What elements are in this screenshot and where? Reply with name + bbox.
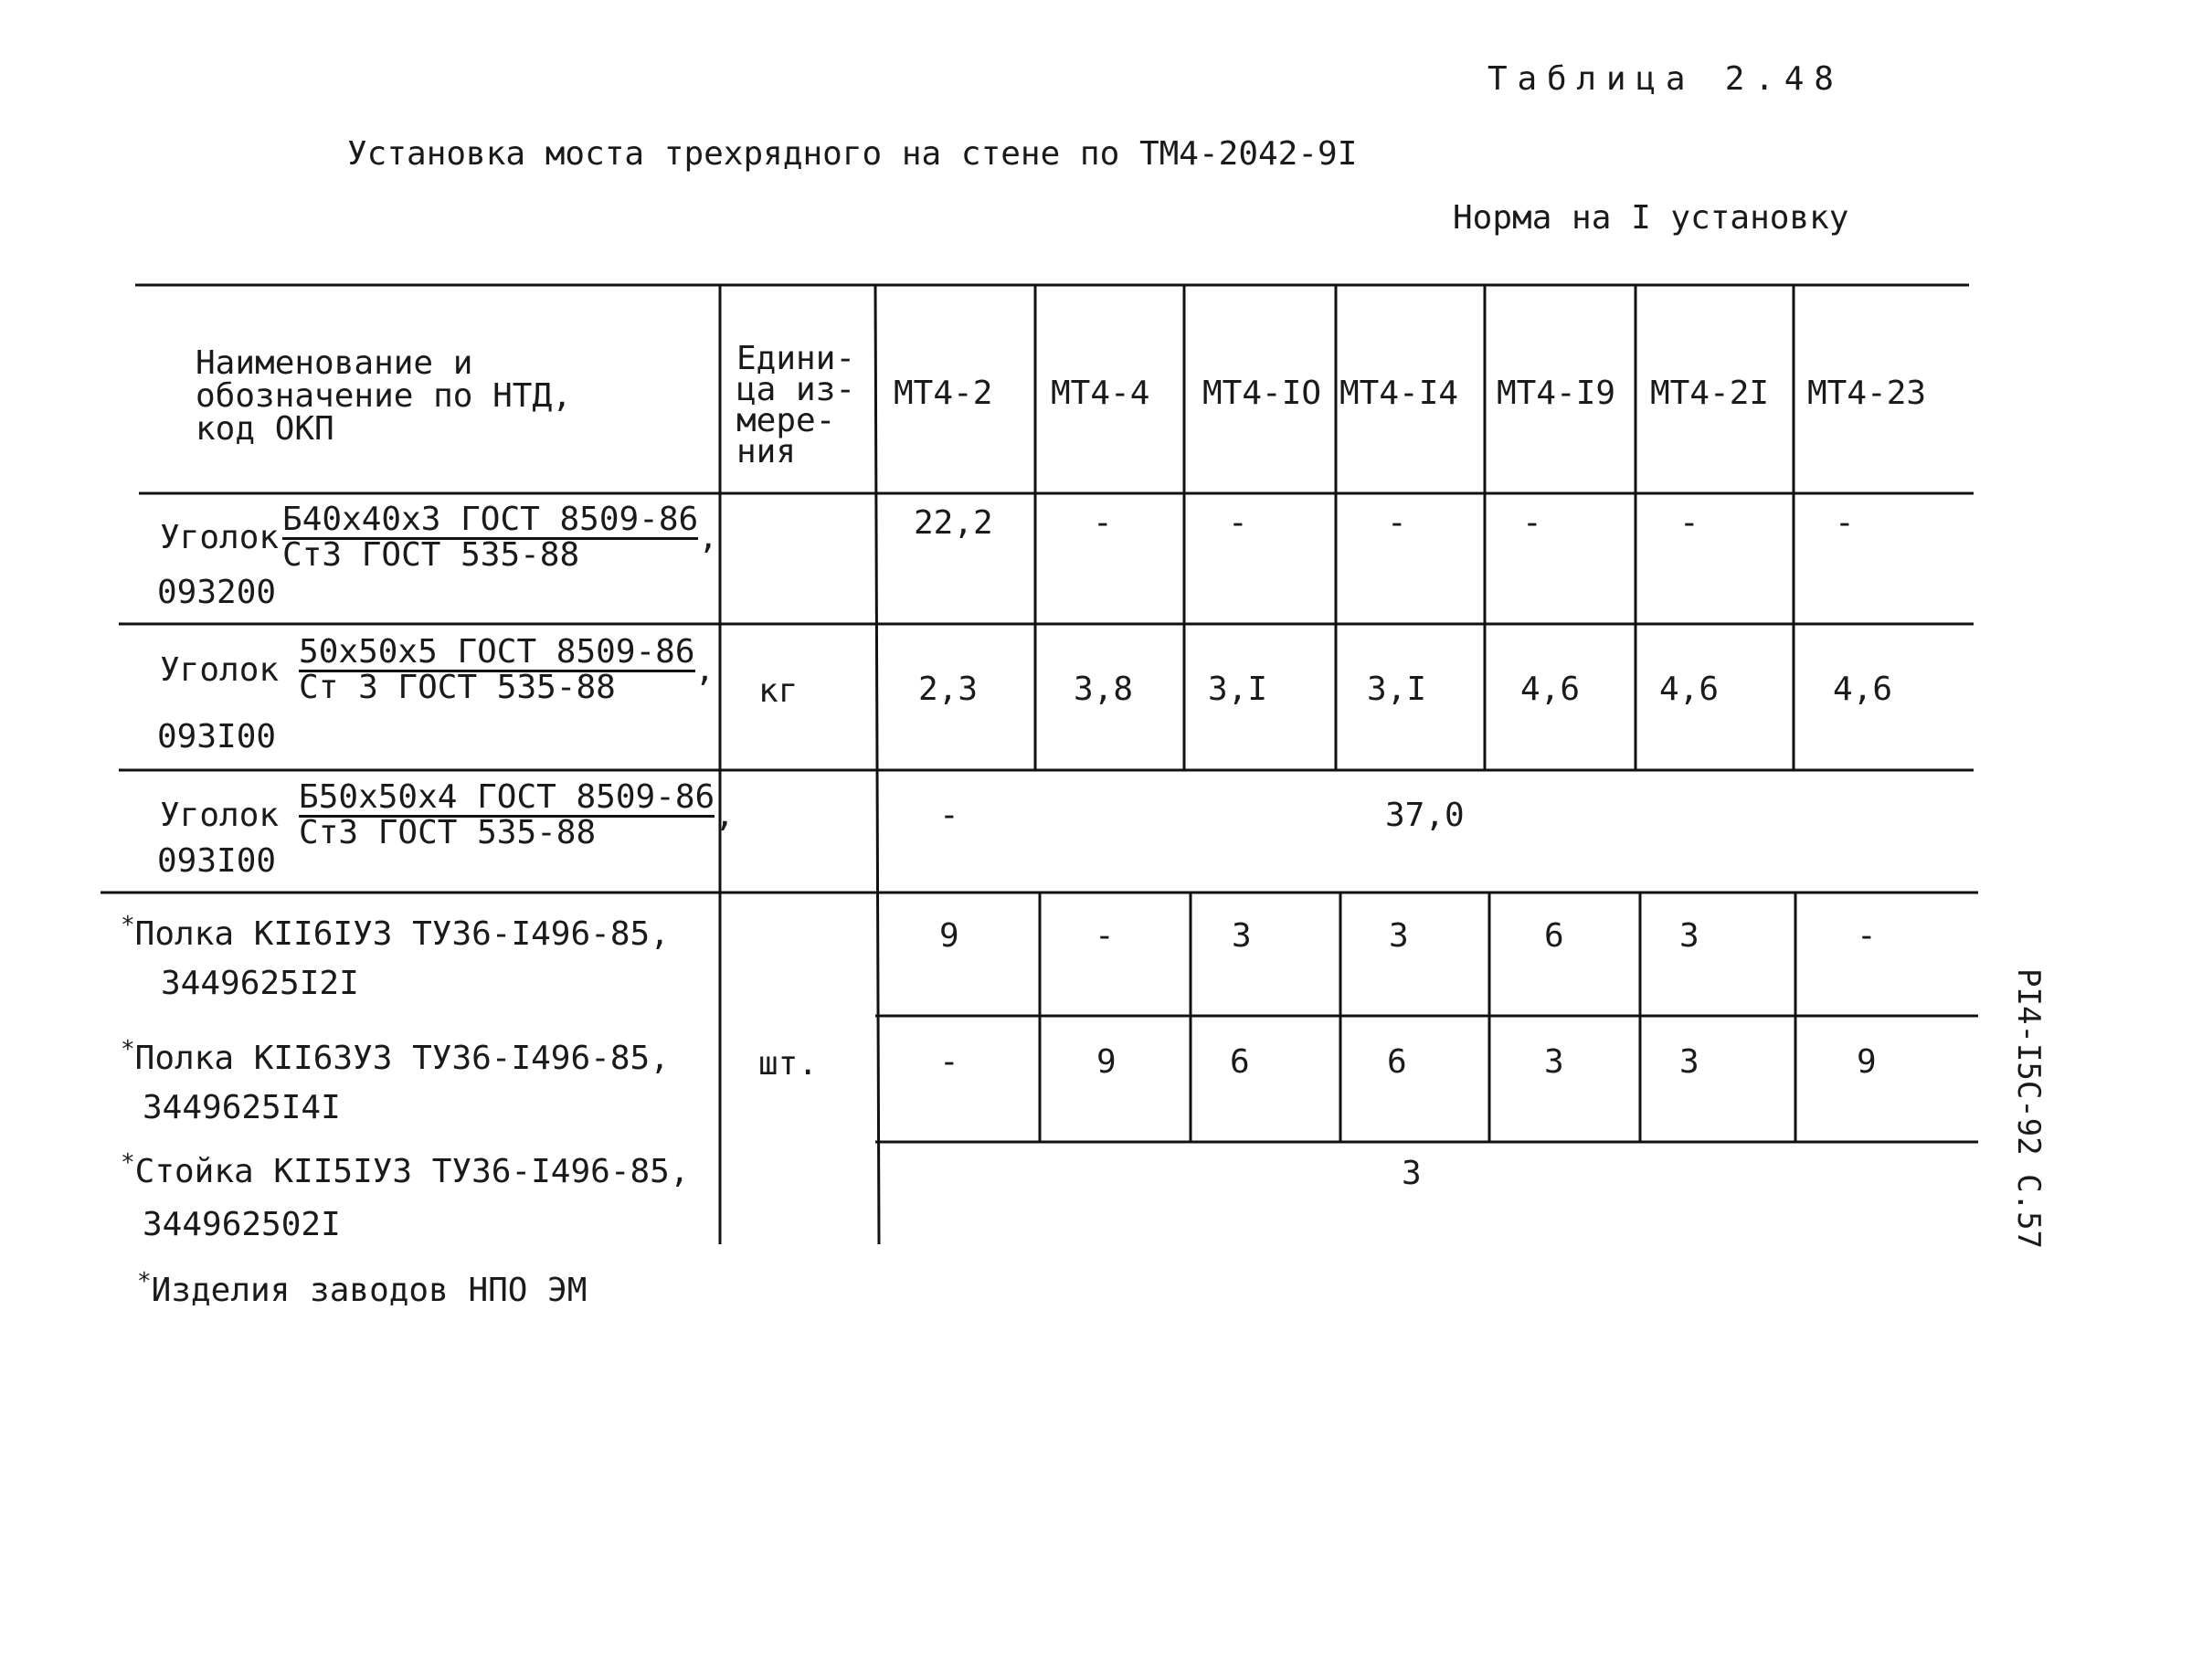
unit-kg: кг bbox=[758, 672, 799, 710]
table-caption: Таблица 2.48 bbox=[1487, 60, 1844, 98]
value-cell: - bbox=[1093, 504, 1113, 542]
value-cell: - bbox=[939, 1043, 959, 1081]
model-header: МТ4-23 bbox=[1807, 375, 1927, 412]
value-cell: - bbox=[1835, 504, 1855, 542]
material-name: Уголок $\frac{\text{Б50х50х4 ГОСТ 8509-86}}{\text{Ст3 ГОСТ 535-88}}$ , bbox=[160, 778, 735, 851]
value-cell: 3,I bbox=[1367, 671, 1427, 708]
value-cell: - bbox=[1228, 504, 1248, 542]
value-cell: 4,6 bbox=[1833, 671, 1893, 708]
okp-code: 093I00 bbox=[157, 718, 277, 755]
material-name: Уголок $\frac{\text{50х50х5 ГОСТ 8509-86}}{\text{Ст 3 ГОСТ 535-88}}$ , bbox=[160, 633, 715, 706]
value-cell: 9 bbox=[1096, 1043, 1117, 1081]
value-cell: 3 bbox=[1679, 1043, 1699, 1081]
value-cell: 22,2 bbox=[914, 504, 993, 542]
value-cell: 4,6 bbox=[1520, 671, 1581, 708]
value-cell: 3,8 bbox=[1074, 671, 1134, 708]
value-cell: - bbox=[939, 797, 959, 834]
value-cell: - bbox=[1387, 504, 1407, 542]
okp-code: 344962502I bbox=[143, 1206, 341, 1243]
value-cell: 3 bbox=[1679, 917, 1699, 955]
side-document-code: РI4-I5С-92 С.57 bbox=[2010, 968, 2047, 1250]
unit-column-header: Едини- ца из- мере- ния bbox=[736, 340, 856, 470]
okp-code: 093I00 bbox=[157, 842, 277, 880]
okp-code: 093200 bbox=[157, 574, 277, 611]
footnote: *Изделия заводов НПО ЭМ bbox=[137, 1268, 588, 1309]
value-cell: 2,3 bbox=[918, 671, 979, 708]
value-cell: - bbox=[1679, 504, 1699, 542]
product-name: *Полка КII6IУЗ ТУ36-I496-85, bbox=[121, 912, 670, 953]
document-title: Установка моста трехрядного на стене по ТМ4-2042-9I bbox=[347, 135, 1358, 173]
value-cell: - bbox=[1522, 504, 1542, 542]
model-header: МТ4-2 bbox=[894, 375, 993, 412]
value-cell: 6 bbox=[1230, 1043, 1250, 1081]
value-cell: 6 bbox=[1387, 1043, 1407, 1081]
norm-label: Норма на I установку bbox=[1453, 199, 1849, 237]
merged-value-cell: 37,0 bbox=[1385, 797, 1465, 834]
model-header: МТ4-I9 bbox=[1497, 375, 1616, 412]
value-cell: 4,6 bbox=[1659, 671, 1720, 708]
value-cell: - bbox=[1095, 917, 1115, 955]
value-cell: - bbox=[1857, 917, 1877, 955]
name-column-header: Наименование и обозначение по НТД, код ОКП bbox=[196, 344, 572, 448]
value-cell: 3 bbox=[1232, 917, 1252, 955]
value-cell: 9 bbox=[939, 917, 959, 955]
model-header: МТ4-IО bbox=[1202, 375, 1322, 412]
value-cell: 6 bbox=[1544, 917, 1564, 955]
okp-code: 3449625I2I bbox=[161, 965, 359, 1002]
material-name: Уголок $\frac{\text{Б40х40х3 ГОСТ 8509-86}}{\text{Ст3 ГОСТ 535-88}}$ , bbox=[160, 501, 718, 574]
unit-pcs: шт. bbox=[758, 1045, 819, 1083]
value-cell: 3,I bbox=[1208, 671, 1268, 708]
product-name: *Стойка КII5IУЗ ТУ36-I496-85, bbox=[121, 1149, 690, 1190]
value-cell: 3 bbox=[1544, 1043, 1564, 1081]
value-cell: 9 bbox=[1857, 1043, 1877, 1081]
okp-code: 3449625I4I bbox=[143, 1089, 341, 1126]
model-header: МТ4-2I bbox=[1650, 375, 1770, 412]
value-cell: 3 bbox=[1389, 917, 1409, 955]
product-name: *Полка КII63УЗ ТУ36-I496-85, bbox=[121, 1036, 670, 1077]
model-header: МТ4-I4 bbox=[1339, 375, 1459, 412]
merged-value-cell: 3 bbox=[1402, 1155, 1422, 1192]
model-header: МТ4-4 bbox=[1051, 375, 1150, 412]
